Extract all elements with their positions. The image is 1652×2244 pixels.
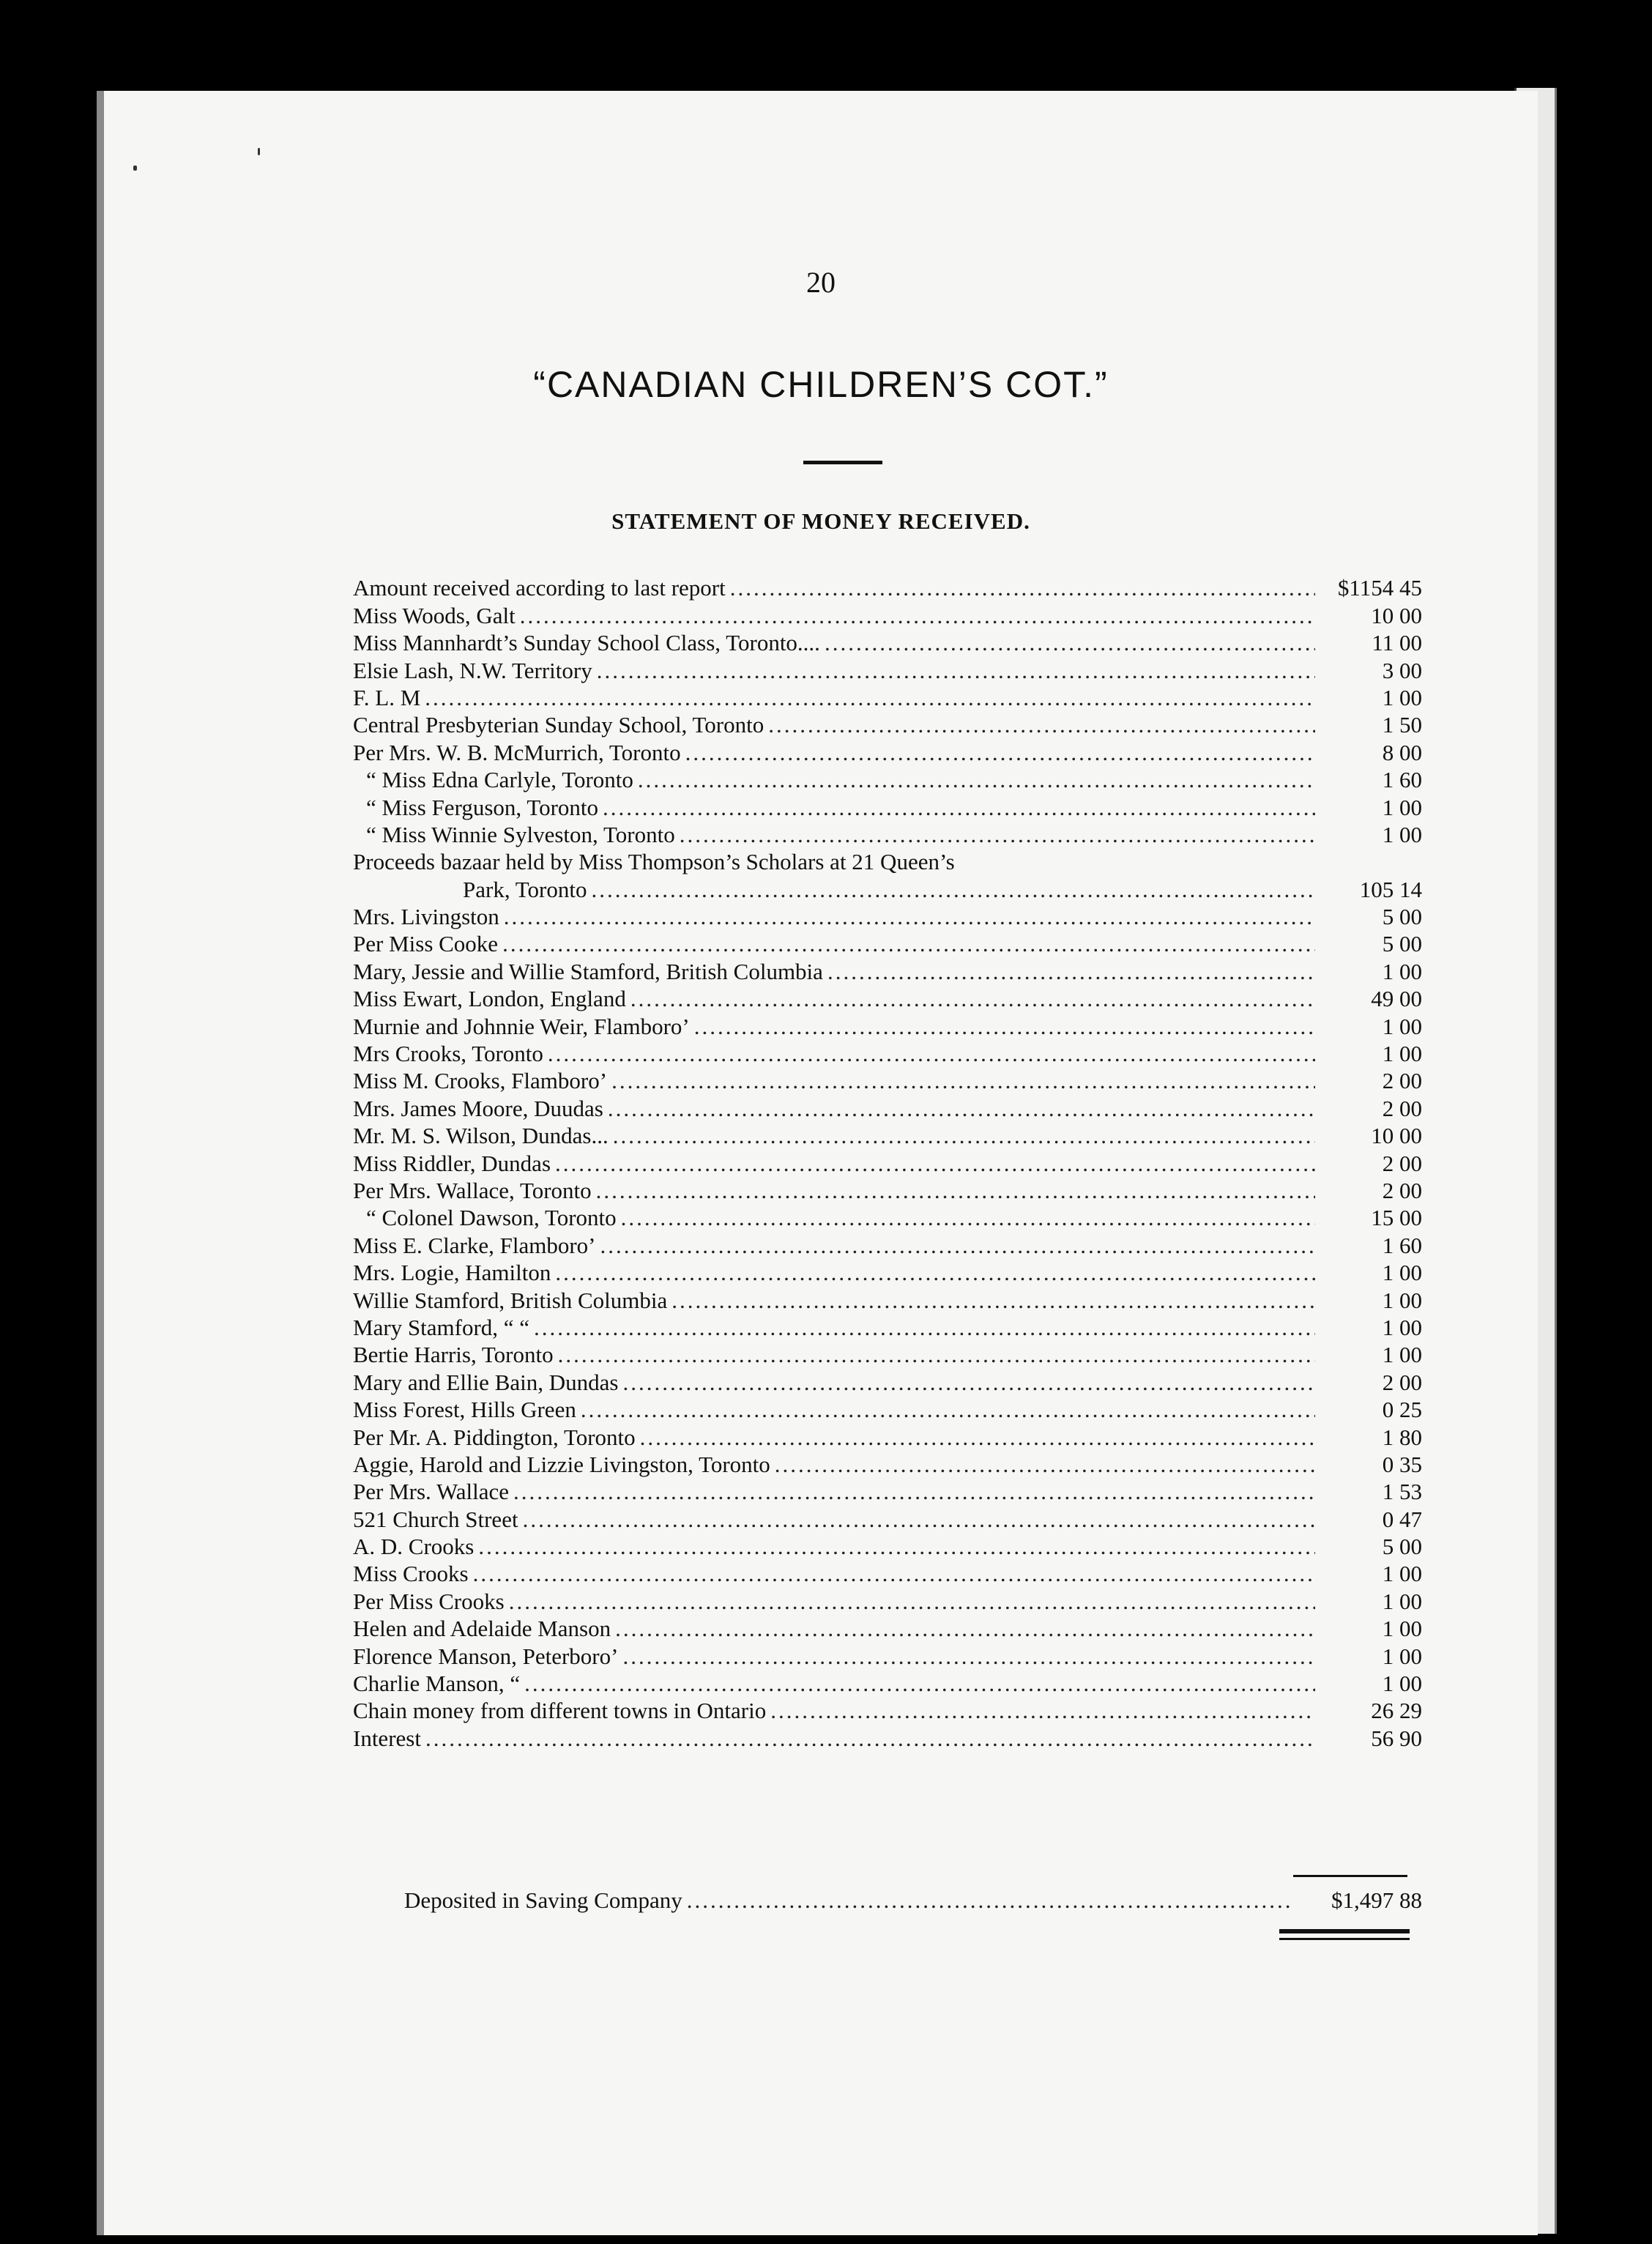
total-rule xyxy=(1293,1875,1407,1877)
ledger-row xyxy=(353,1012,1422,1039)
total-label: Deposited in Saving Company xyxy=(404,1887,682,1913)
entry-label: Florence Manson, Peterboro’ xyxy=(353,1643,619,1669)
dot-leader xyxy=(581,1396,1315,1423)
entry-label: “ Miss Edna Carlyle, Toronto xyxy=(366,767,633,793)
ledger-row xyxy=(353,848,1422,875)
entry-amount: 10 00 xyxy=(1371,1123,1422,1149)
ledger-row xyxy=(353,1478,1422,1505)
entry-amount: 1 00 xyxy=(1382,1013,1422,1039)
entry-label: Mrs. Livingston xyxy=(353,904,499,930)
dot-leader xyxy=(611,1067,1315,1094)
dot-leader xyxy=(478,1533,1315,1560)
entry-amount: 11 00 xyxy=(1372,630,1422,656)
dot-leader xyxy=(687,1887,1293,1914)
dot-leader xyxy=(558,1341,1315,1368)
ledger-row xyxy=(353,793,1422,820)
dot-leader xyxy=(825,629,1315,656)
entry-amount: 56 90 xyxy=(1371,1725,1422,1751)
entry-label: Central Presbyterian Sunday School, Toronto xyxy=(353,712,764,738)
ledger-row xyxy=(353,1423,1422,1450)
ledger-row xyxy=(353,1204,1422,1231)
total-row xyxy=(404,1887,1422,1914)
ledger-row xyxy=(353,1533,1422,1560)
dot-leader xyxy=(671,1287,1315,1314)
entry-amount: $1154 45 xyxy=(1337,575,1422,601)
entry-amount: 2 00 xyxy=(1382,1095,1422,1121)
entry-label: Miss M. Crooks, Flamboro’ xyxy=(353,1068,608,1094)
ledger-table xyxy=(353,574,1422,1752)
dot-leader xyxy=(513,1478,1315,1505)
entry-amount: 1 00 xyxy=(1382,958,1422,984)
entry-amount: 0 35 xyxy=(1382,1451,1422,1477)
entry-label: Park, Toronto xyxy=(463,876,587,902)
document-page xyxy=(97,91,1538,2235)
ledger-row xyxy=(353,738,1422,765)
ledger-row xyxy=(353,1122,1422,1149)
dot-leader xyxy=(509,1588,1315,1615)
entry-label: Charlie Manson, “ xyxy=(353,1671,521,1697)
ledger-row xyxy=(353,875,1422,902)
dot-leader xyxy=(591,876,1315,903)
entry-label: Mrs. Logie, Hamilton xyxy=(353,1260,551,1286)
entry-label: Miss Forest, Hills Green xyxy=(353,1397,576,1423)
dot-leader xyxy=(555,1150,1315,1177)
entry-label: A. D. Crooks xyxy=(353,1534,475,1560)
ledger-row xyxy=(353,1642,1422,1669)
entry-amount: 1 00 xyxy=(1382,1041,1422,1067)
entry-label: Per Mrs. W. B. McMurrich, Toronto xyxy=(353,739,681,765)
ledger-row xyxy=(353,1040,1422,1067)
entry-label: F. L. M xyxy=(353,684,421,710)
ledger-row xyxy=(353,1231,1422,1258)
ledger-row xyxy=(353,684,1422,711)
dot-leader xyxy=(685,739,1315,766)
dot-leader xyxy=(768,711,1315,738)
ledger-row xyxy=(353,1505,1422,1532)
entry-label: Miss Ewart, London, England xyxy=(353,986,626,1012)
entry-label: Mrs Crooks, Toronto xyxy=(353,1041,543,1067)
entry-label: Miss Mannhardt’s Sunday School Class, Toronto.... xyxy=(353,630,820,656)
entry-amount: 10 00 xyxy=(1371,602,1422,628)
entry-amount: 105 14 xyxy=(1359,876,1422,902)
dot-leader xyxy=(425,684,1315,711)
entry-label: Aggie, Harold and Lizzie Livingston, Toronto xyxy=(353,1451,770,1477)
ledger-row xyxy=(353,1368,1422,1395)
ledger-row xyxy=(353,1724,1422,1751)
statement-heading: STATEMENT OF MONEY RECEIVED. xyxy=(611,508,1030,534)
page-speck xyxy=(133,166,137,171)
ledger-row xyxy=(353,1670,1422,1697)
entry-amount: 1 00 xyxy=(1382,1643,1422,1669)
ledger-row xyxy=(353,711,1422,738)
entry-label: Mary, Jessie and Willie Stamford, British Columbia xyxy=(353,958,823,984)
entry-label: Miss Crooks xyxy=(353,1561,469,1587)
ledger-row xyxy=(353,957,1422,984)
entry-label: Mrs. James Moore, Duudas xyxy=(353,1095,603,1121)
entry-label: Per Miss Cooke xyxy=(353,931,499,957)
ledger-row xyxy=(353,1451,1422,1478)
entry-label: Bertie Harris, Toronto xyxy=(353,1342,554,1368)
entry-label: Mr. M. S. Wilson, Dundas... xyxy=(353,1123,609,1149)
dot-leader xyxy=(608,1095,1315,1122)
entry-amount: 5 00 xyxy=(1382,1534,1422,1560)
entry-amount: 1 00 xyxy=(1382,794,1422,820)
entry-label: Willie Stamford, British Columbia xyxy=(353,1287,668,1313)
dot-leader xyxy=(473,1560,1315,1587)
entry-label: Helen and Adelaide Manson xyxy=(353,1616,611,1642)
entry-amount: 1 80 xyxy=(1382,1424,1422,1450)
dot-leader xyxy=(523,1506,1315,1533)
entry-amount: 15 00 xyxy=(1371,1205,1422,1231)
entry-label: Per Mrs. Wallace xyxy=(353,1479,510,1505)
ledger-row xyxy=(353,1067,1422,1094)
entry-label: “ Miss Ferguson, Toronto xyxy=(366,794,599,820)
entry-label: Chain money from different towns in Ontario xyxy=(353,1698,767,1724)
entry-amount: 3 00 xyxy=(1382,657,1422,683)
dot-leader xyxy=(680,821,1315,848)
ledger-row xyxy=(353,1314,1422,1341)
entry-amount: 1 60 xyxy=(1382,767,1422,793)
dot-leader xyxy=(775,1451,1315,1478)
entry-label: Amount received according to last report xyxy=(353,575,726,601)
entry-label: 521 Church Street xyxy=(353,1506,518,1532)
entry-label: Per Mrs. Wallace, Toronto xyxy=(353,1177,592,1203)
dot-leader xyxy=(827,958,1315,985)
page-title: “CANADIAN CHILDREN’S COT.” xyxy=(533,364,1109,405)
entry-amount: 2 00 xyxy=(1382,1177,1422,1203)
dot-leader xyxy=(597,657,1315,684)
entry-amount: 1 50 xyxy=(1382,712,1422,738)
entry-amount: 26 29 xyxy=(1371,1698,1422,1724)
entry-amount: 1 00 xyxy=(1382,1314,1422,1340)
dot-leader xyxy=(613,1122,1315,1149)
dot-leader xyxy=(504,903,1315,930)
double-rule-top xyxy=(1279,1929,1410,1933)
ledger-row xyxy=(353,985,1422,1012)
entry-label: “ Colonel Dawson, Toronto xyxy=(366,1205,617,1231)
ledger-row xyxy=(353,1259,1422,1286)
entry-amount: 5 00 xyxy=(1382,931,1422,957)
dot-leader xyxy=(615,1615,1315,1642)
total-amount: $1,497 88 xyxy=(1331,1887,1422,1913)
dot-leader xyxy=(548,1040,1315,1067)
entry-amount: 1 00 xyxy=(1382,1616,1422,1642)
ledger-row xyxy=(353,1341,1422,1368)
ledger-row xyxy=(353,1615,1422,1642)
ledger-row xyxy=(353,1587,1422,1614)
dot-leader xyxy=(622,1369,1315,1396)
double-rule-bottom xyxy=(1279,1938,1410,1940)
dot-leader xyxy=(502,930,1315,957)
entry-label: Per Miss Crooks xyxy=(353,1588,505,1614)
ledger-row xyxy=(353,766,1422,793)
ledger-row xyxy=(353,656,1422,683)
ledger-row xyxy=(353,629,1422,656)
ledger-row xyxy=(353,1094,1422,1121)
title-divider xyxy=(803,461,882,464)
entry-amount: 1 00 xyxy=(1382,821,1422,847)
dot-leader xyxy=(640,1424,1315,1451)
dot-leader xyxy=(425,1725,1315,1752)
entry-amount: 1 00 xyxy=(1382,1561,1422,1587)
dot-leader xyxy=(555,1259,1315,1286)
entry-amount: 1 53 xyxy=(1382,1479,1422,1505)
entry-label: Interest xyxy=(353,1725,421,1751)
entry-amount: 5 00 xyxy=(1382,904,1422,930)
ledger-row xyxy=(353,1149,1422,1176)
ledger-row xyxy=(353,1560,1422,1587)
page-number: 20 xyxy=(806,266,836,299)
ledger-row xyxy=(353,574,1422,601)
entry-label: Murnie and Johnnie Weir, Flamboro’ xyxy=(353,1013,690,1039)
entry-amount: 2 00 xyxy=(1382,1369,1422,1395)
entry-amount: 1 00 xyxy=(1382,1342,1422,1368)
entry-label: Mary and Ellie Bain, Dundas xyxy=(353,1369,619,1395)
dot-leader xyxy=(770,1697,1315,1724)
ledger-row xyxy=(353,1697,1422,1724)
entry-label: Miss Woods, Galt xyxy=(353,602,516,628)
ledger-row xyxy=(353,1177,1422,1204)
dot-leader xyxy=(621,1204,1315,1231)
dot-leader xyxy=(630,985,1315,1012)
ledger-row xyxy=(353,903,1422,930)
dot-leader xyxy=(600,1232,1316,1259)
dot-leader xyxy=(524,1670,1315,1697)
entry-amount: 1 60 xyxy=(1382,1232,1422,1258)
dot-leader xyxy=(603,794,1315,821)
entry-amount: 0 25 xyxy=(1382,1397,1422,1423)
entry-amount: 8 00 xyxy=(1382,739,1422,765)
ledger-row xyxy=(353,1396,1422,1423)
entry-label: Miss E. Clarke, Flamboro’ xyxy=(353,1232,596,1258)
entry-amount: 2 00 xyxy=(1382,1068,1422,1094)
dot-leader xyxy=(534,1314,1315,1341)
entry-amount: 1 00 xyxy=(1382,684,1422,710)
entry-label: Proceeds bazaar held by Miss Thompson’s Scholars at 21 Queen’s xyxy=(353,849,955,875)
entry-amount: 2 00 xyxy=(1382,1150,1422,1176)
page-speck xyxy=(258,148,260,155)
entry-amount: 1 00 xyxy=(1382,1671,1422,1697)
dot-leader xyxy=(694,1013,1315,1040)
ledger-row xyxy=(353,1286,1422,1313)
entry-label: Elsie Lash, N.W. Territory xyxy=(353,657,592,683)
entry-amount: 0 47 xyxy=(1382,1506,1422,1532)
ledger-row xyxy=(353,821,1422,848)
dot-leader xyxy=(638,766,1315,793)
entry-label: Miss Riddler, Dundas xyxy=(353,1150,551,1176)
ledger-row xyxy=(353,930,1422,957)
entry-label: “ Miss Winnie Sylveston, Toronto xyxy=(366,821,675,847)
dot-leader xyxy=(596,1177,1315,1204)
dot-leader xyxy=(730,574,1315,601)
entry-label: Mary Stamford, “ “ xyxy=(353,1314,530,1340)
entry-amount: 1 00 xyxy=(1382,1588,1422,1614)
dot-leader xyxy=(520,602,1315,629)
ledger-row xyxy=(353,601,1422,628)
entry-amount: 49 00 xyxy=(1371,986,1422,1012)
entry-label: Per Mr. A. Piddington, Toronto xyxy=(353,1424,636,1450)
entry-amount: 1 00 xyxy=(1382,1287,1422,1313)
entry-amount: 1 00 xyxy=(1382,1260,1422,1286)
dot-leader xyxy=(622,1643,1315,1670)
